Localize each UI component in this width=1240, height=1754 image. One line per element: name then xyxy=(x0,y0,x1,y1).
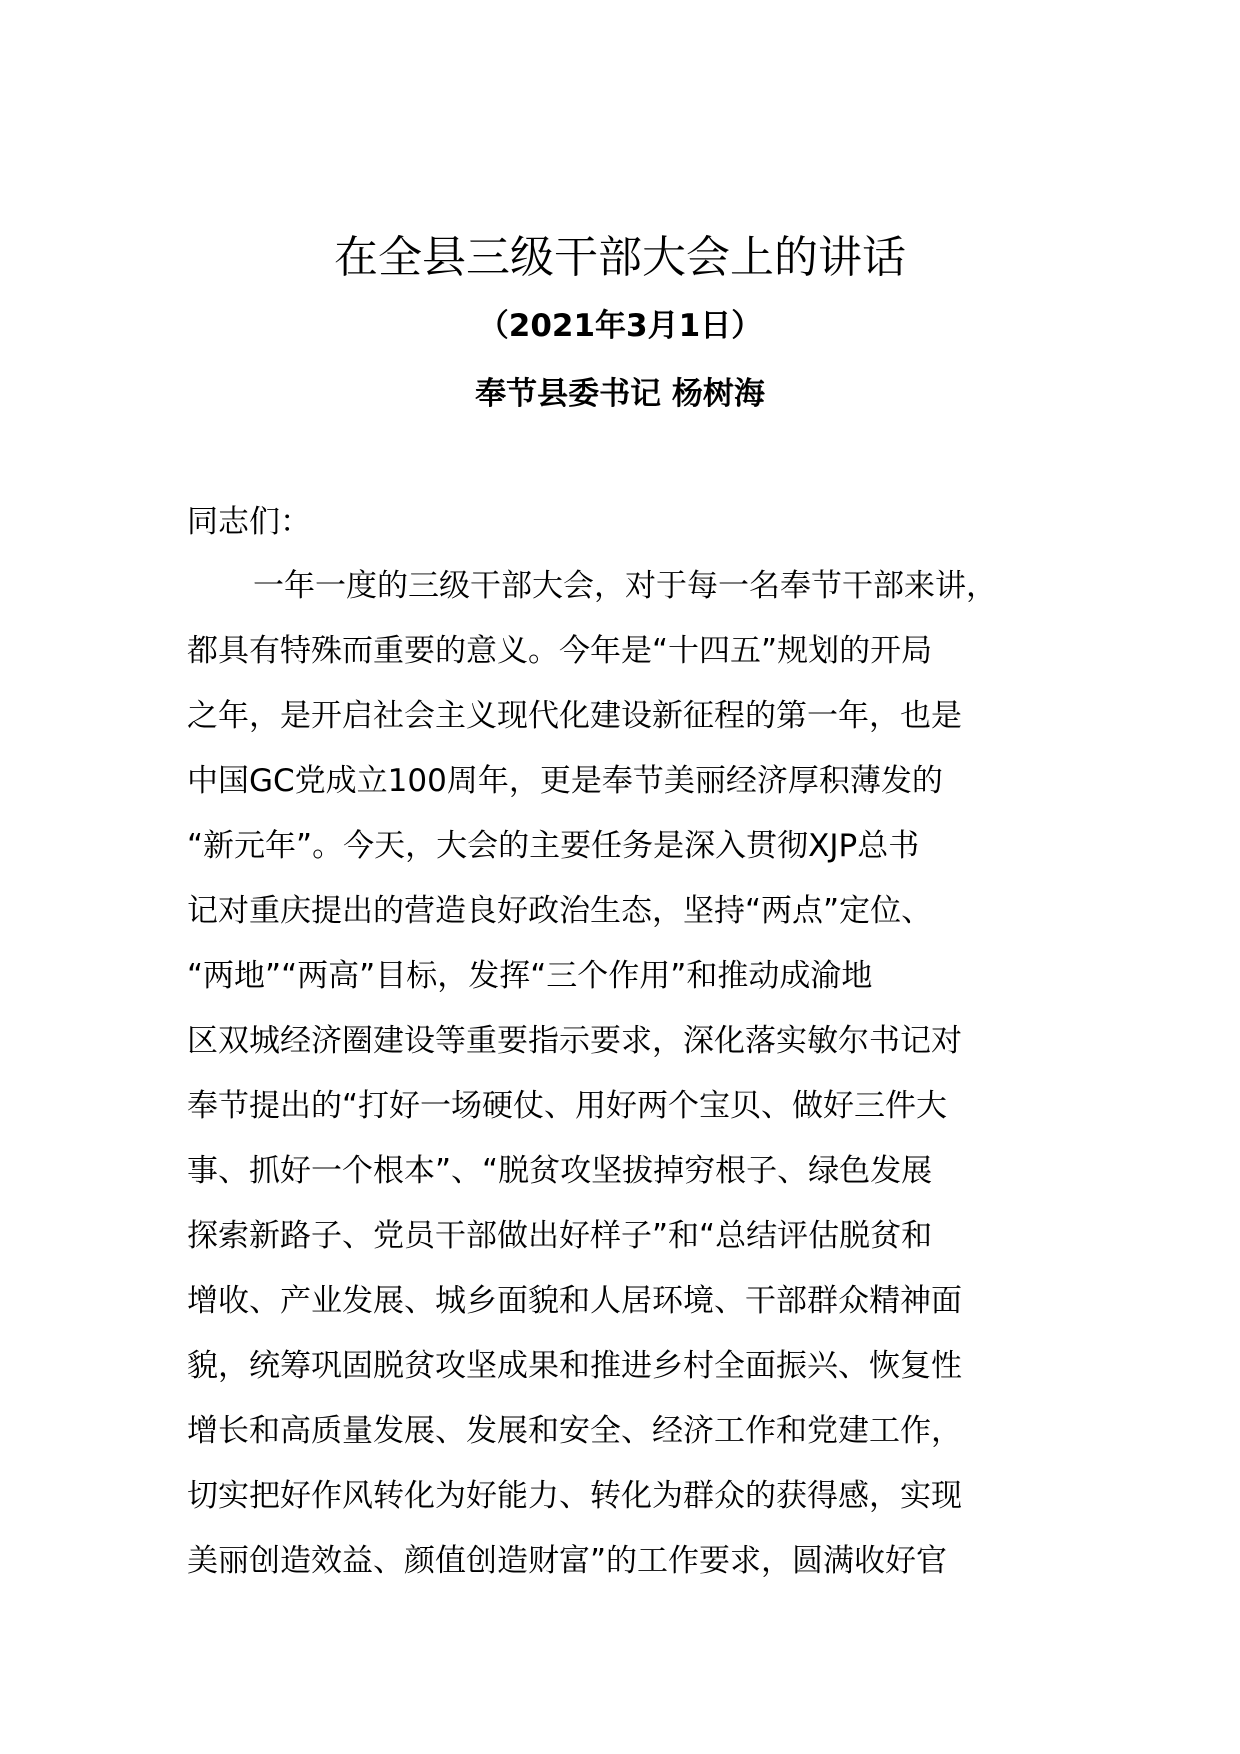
body-line: 之年，是开启社会主义现代化建设新征程的第一年，也是 xyxy=(187,698,962,734)
body-line: 增长和高质量发展、发展和安全、经济工作和党建工作， xyxy=(187,1413,962,1449)
body-line: 美丽创造效益、颜值创造财富”的工作要求，圆满收好官 xyxy=(187,1543,948,1579)
speech-body xyxy=(187,564,1067,1604)
body-line: 中国GC党成立100周年，更是奉节美丽经济厚积薄发的 xyxy=(187,763,943,799)
speech-author: 奉节县委书记 杨树海 xyxy=(475,376,765,412)
body-line: 记对重庆提出的营造良好政治生态，坚持“两点”定位、 xyxy=(187,893,933,929)
body-line: 区双城经济圈建设等重要指示要求，深化落实敏尔书记对 xyxy=(187,1023,962,1059)
salutation: 同志们： xyxy=(187,504,311,540)
document-title: 在全县三级干部大会上的讲话 xyxy=(334,232,906,283)
body-line: 奉节提出的“打好一场硬仗、用好两个宝贝、做好三件大 xyxy=(187,1088,948,1124)
body-line: 增收、产业发展、城乡面貌和人居环境、干部群众精神面 xyxy=(187,1283,962,1319)
body-line: 事、抓好一个根本”、“脱贫攻坚拔掉穷根子、绿色发展 xyxy=(187,1153,933,1189)
body-line: “两地”“两高”目标，发挥“三个作用”和推动成渝地 xyxy=(187,958,873,994)
speech-date: （2021年3月1日） xyxy=(477,308,763,344)
body-line: 一年一度的三级干部大会，对于每一名奉节干部来讲， xyxy=(253,568,997,604)
body-line: 都具有特殊而重要的意义。今年是“十四五”规划的开局 xyxy=(187,633,933,669)
body-line: 探索新路子、党员干部做出好样子”和“总结评估脱贫和 xyxy=(187,1218,933,1254)
body-line: “新元年”。今天，大会的主要任务是深入贯彻XJP总书 xyxy=(187,828,920,864)
body-line: 貌，统筹巩固脱贫攻坚成果和推进乡村全面振兴、恢复性 xyxy=(187,1348,962,1384)
body-line: 切实把好作风转化为好能力、转化为群众的获得感，实现 xyxy=(187,1478,962,1514)
